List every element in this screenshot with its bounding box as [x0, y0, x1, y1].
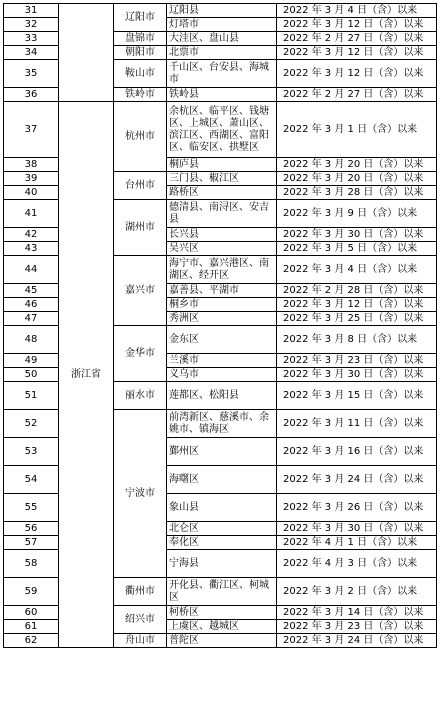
area-cell: 吴兴区: [167, 242, 277, 256]
city-cell: 舟山市: [114, 634, 167, 648]
row-number: 34: [4, 46, 59, 60]
date-cell: 2022 年 3 月 12 日（含）以来: [277, 60, 437, 88]
date-cell: 2022 年 3 月 16 日（含）以来: [277, 438, 437, 466]
area-cell: 余杭区、临平区、钱塘区、上城区、萧山区、滨江区、西湖区、富阳区、临安区、拱墅区: [167, 102, 277, 158]
area-cell: 北票市: [167, 46, 277, 60]
city-cell: 盘锦市: [114, 32, 167, 46]
row-number: 41: [4, 200, 59, 228]
area-cell: 桐乡市: [167, 298, 277, 312]
area-cell: 嘉善县、平湖市: [167, 284, 277, 298]
city-cell: 台州市: [114, 172, 167, 200]
row-number: 36: [4, 88, 59, 102]
city-cell: 嘉兴市: [114, 256, 167, 326]
city-cell: 绍兴市: [114, 606, 167, 634]
row-number: 43: [4, 242, 59, 256]
row-number: 47: [4, 312, 59, 326]
area-cell: 北仑区: [167, 522, 277, 536]
date-cell: 2022 年 3 月 14 日（含）以来: [277, 606, 437, 620]
date-cell: 2022 年 3 月 23 日（含）以来: [277, 620, 437, 634]
area-cell: 莲都区、松阳县: [167, 382, 277, 410]
date-cell: 2022 年 3 月 26 日（含）以来: [277, 494, 437, 522]
city-cell: 铁岭市: [114, 88, 167, 102]
row-number: 35: [4, 60, 59, 88]
date-cell: 2022 年 2 月 28 日（含）以来: [277, 284, 437, 298]
area-cell: 桐庐县: [167, 158, 277, 172]
row-number: 61: [4, 620, 59, 634]
table-body: [4, 4, 437, 648]
area-cell: 路桥区: [167, 186, 277, 200]
date-cell: 2022 年 3 月 30 日（含）以来: [277, 522, 437, 536]
row-number: 52: [4, 410, 59, 438]
area-cell: 前湾新区、慈溪市、余姚市、镇海区: [167, 410, 277, 438]
date-cell: 2022 年 4 月 3 日（含）以来: [277, 550, 437, 578]
area-cell: 金东区: [167, 326, 277, 354]
date-cell: 2022 年 3 月 1 日（含）以来: [277, 102, 437, 158]
date-cell: 2022 年 3 月 8 日（含）以来: [277, 326, 437, 354]
row-number: 48: [4, 326, 59, 354]
date-cell: 2022 年 3 月 12 日（含）以来: [277, 46, 437, 60]
row-number: 31: [4, 4, 59, 18]
area-cell: 鄞州区: [167, 438, 277, 466]
row-number: 33: [4, 32, 59, 46]
date-cell: 2022 年 3 月 25 日（含）以来: [277, 312, 437, 326]
province-cell: 浙江省: [59, 102, 114, 648]
city-cell: 丽水市: [114, 382, 167, 410]
row-number: 42: [4, 228, 59, 242]
date-cell: 2022 年 3 月 4 日（含）以来: [277, 4, 437, 18]
date-cell: 2022 年 4 月 1 日（含）以来: [277, 536, 437, 550]
date-cell: 2022 年 3 月 11 日（含）以来: [277, 410, 437, 438]
row-number: 57: [4, 536, 59, 550]
date-cell: 2022 年 2 月 27 日（含）以来: [277, 88, 437, 102]
row-number: 46: [4, 298, 59, 312]
row-number: 32: [4, 18, 59, 32]
date-cell: 2022 年 3 月 24 日（含）以来: [277, 466, 437, 494]
area-cell: 灯塔市: [167, 18, 277, 32]
row-number: 56: [4, 522, 59, 536]
area-cell: 海曙区: [167, 466, 277, 494]
area-cell: 千山区、台安县、海城市: [167, 60, 277, 88]
table-row: [4, 4, 437, 18]
area-cell: 兰溪市: [167, 354, 277, 368]
date-cell: 2022 年 3 月 30 日（含）以来: [277, 368, 437, 382]
city-cell: 湖州市: [114, 200, 167, 256]
row-number: 39: [4, 172, 59, 186]
risk-area-table: [3, 3, 437, 648]
row-number: 58: [4, 550, 59, 578]
area-cell: 秀洲区: [167, 312, 277, 326]
area-cell: 德清县、南浔区、安吉县: [167, 200, 277, 228]
date-cell: 2022 年 3 月 20 日（含）以来: [277, 158, 437, 172]
area-cell: 奉化区: [167, 536, 277, 550]
area-cell: 海宁市、嘉兴港区、南湖区、经开区: [167, 256, 277, 284]
row-number: 54: [4, 466, 59, 494]
city-cell: 宁波市: [114, 410, 167, 578]
area-cell: 三门县、椒江区: [167, 172, 277, 186]
row-number: 40: [4, 186, 59, 200]
city-cell: 鞍山市: [114, 60, 167, 88]
city-cell: 金华市: [114, 326, 167, 382]
city-cell: 辽阳市: [114, 4, 167, 32]
area-cell: 义乌市: [167, 368, 277, 382]
date-cell: 2022 年 3 月 2 日（含）以来: [277, 578, 437, 606]
date-cell: 2022 年 3 月 4 日（含）以来: [277, 256, 437, 284]
row-number: 59: [4, 578, 59, 606]
date-cell: 2022 年 3 月 23 日（含）以来: [277, 354, 437, 368]
date-cell: 2022 年 3 月 9 日（含）以来: [277, 200, 437, 228]
row-number: 45: [4, 284, 59, 298]
date-cell: 2022 年 3 月 15 日（含）以来: [277, 382, 437, 410]
row-number: 51: [4, 382, 59, 410]
area-cell: 宁海县: [167, 550, 277, 578]
date-cell: 2022 年 3 月 24 日（含）以来: [277, 634, 437, 648]
area-cell: 大洼区、盘山县: [167, 32, 277, 46]
area-cell: 铁岭县: [167, 88, 277, 102]
province-cell: [59, 4, 114, 102]
area-cell: 上虞区、越城区: [167, 620, 277, 634]
row-number: 55: [4, 494, 59, 522]
date-cell: 2022 年 3 月 5 日（含）以来: [277, 242, 437, 256]
row-number: 53: [4, 438, 59, 466]
city-cell: 衢州市: [114, 578, 167, 606]
area-cell: 辽阳县: [167, 4, 277, 18]
city-cell: 朝阳市: [114, 46, 167, 60]
area-cell: 柯桥区: [167, 606, 277, 620]
date-cell: 2022 年 2 月 27 日（含）以来: [277, 32, 437, 46]
date-cell: 2022 年 3 月 20 日（含）以来: [277, 172, 437, 186]
row-number: 49: [4, 354, 59, 368]
date-cell: 2022 年 3 月 12 日（含）以来: [277, 298, 437, 312]
row-number: 37: [4, 102, 59, 158]
area-cell: 普陀区: [167, 634, 277, 648]
row-number: 38: [4, 158, 59, 172]
area-cell: 长兴县: [167, 228, 277, 242]
row-number: 60: [4, 606, 59, 620]
table-row: [4, 102, 437, 158]
row-number: 50: [4, 368, 59, 382]
row-number: 44: [4, 256, 59, 284]
city-cell: 杭州市: [114, 102, 167, 172]
area-cell: 象山县: [167, 494, 277, 522]
date-cell: 2022 年 3 月 28 日（含）以来: [277, 186, 437, 200]
row-number: 62: [4, 634, 59, 648]
date-cell: 2022 年 3 月 30 日（含）以来: [277, 228, 437, 242]
date-cell: 2022 年 3 月 12 日（含）以来: [277, 18, 437, 32]
area-cell: 开化县、衢江区、柯城区: [167, 578, 277, 606]
